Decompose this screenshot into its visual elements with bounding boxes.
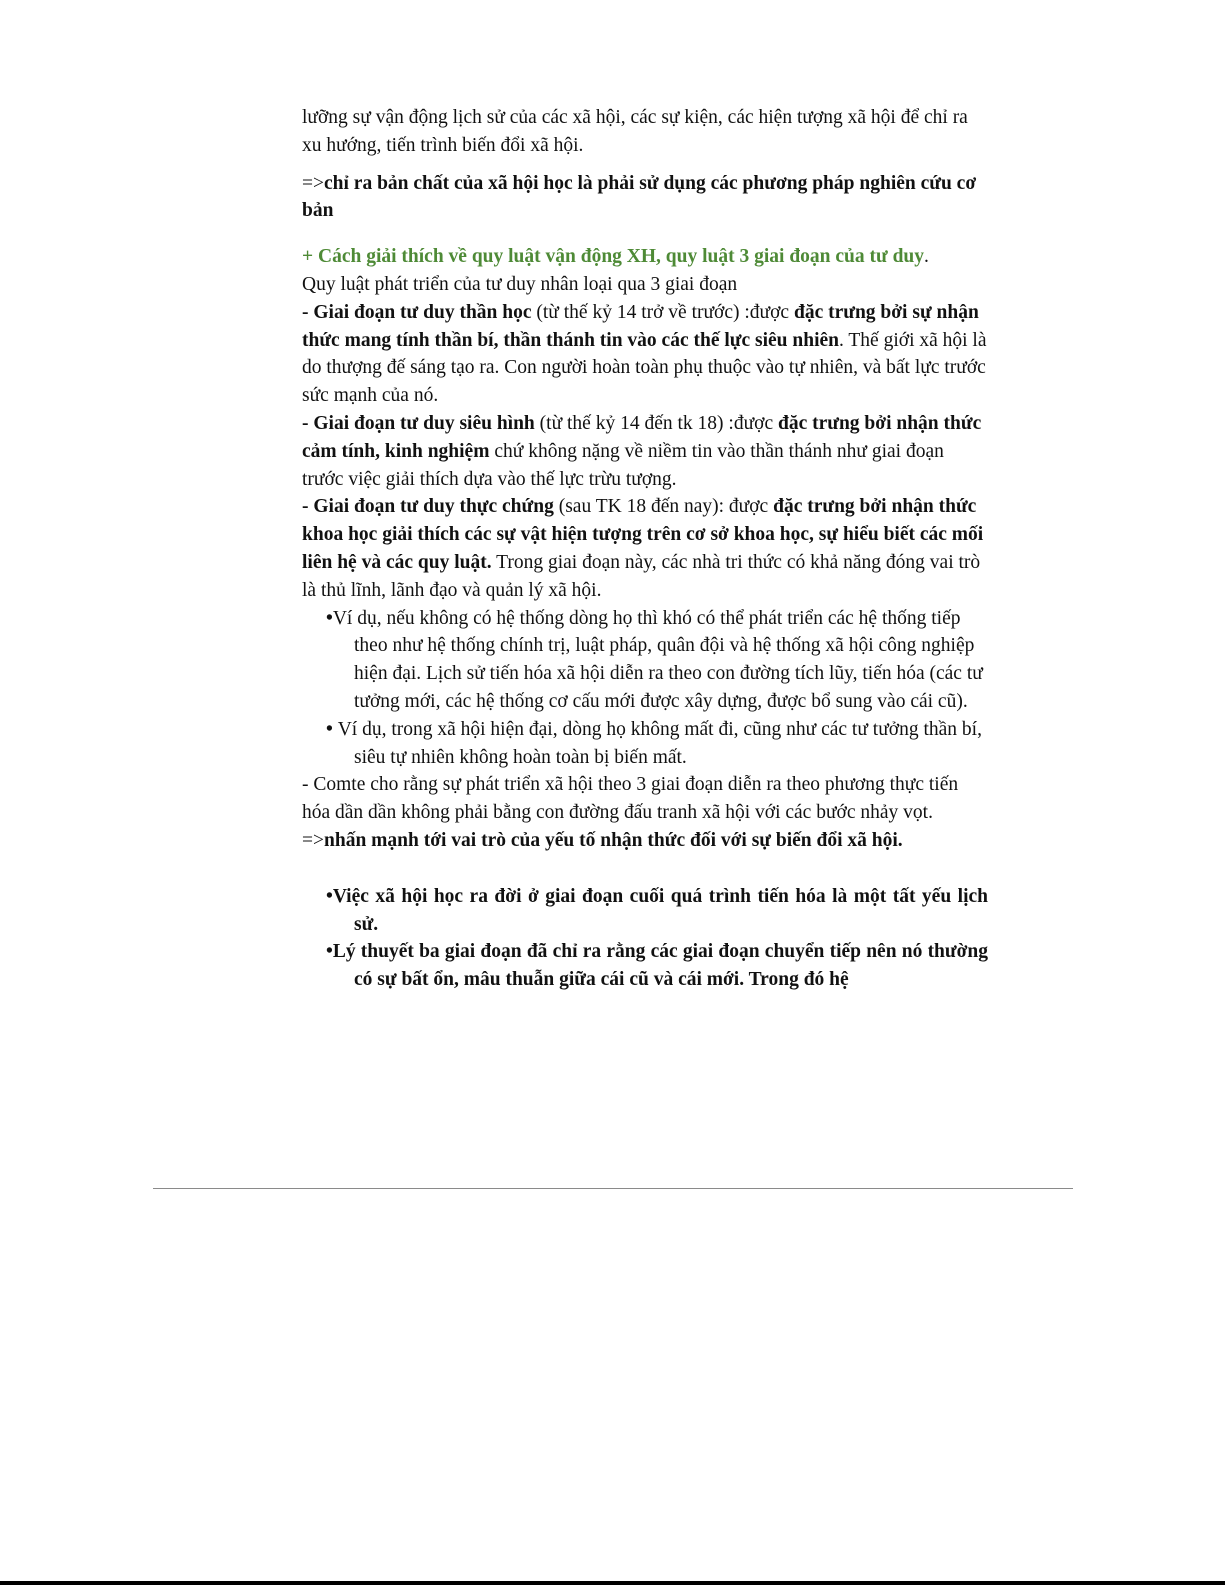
bullet-icon: • (326, 718, 338, 740)
bottom-edge (0, 1581, 1225, 1585)
document-page (302, 104, 988, 994)
stage-metaphysical-period: (từ thế kỷ 14 đến tk 18) :được (534, 412, 778, 434)
conclusion-text: nhấn mạnh tới vai trò của yếu tố nhận thức đối với sự biến đổi xã hội. (324, 829, 903, 851)
key-point-text: Lý thuyết ba giai đoạn đã chỉ ra rằng các giai đoạn chuyển tiếp nên nó thường có sự bất ổn, mâu thuẫn giữa cái cũ và cái mới. Trong đó hệ (332, 941, 988, 991)
key-point-item (302, 938, 988, 994)
intro-paragraph: lưỡng sự vận động lịch sử của các xã hội, các sự kiện, các hiện tượng xã hội để chỉ ra xu hướng, tiến trình biến đổi xã hội. (302, 107, 968, 156)
stage-positive (302, 493, 988, 604)
stage-positive-period: (sau TK 18 đến nay): được (553, 496, 774, 518)
stage-metaphysical-trait: đặc trưng bởi nhận thức cảm tính, kinh nghiệm (302, 412, 982, 462)
conclusion-cognition (302, 827, 988, 855)
stage-theological (302, 299, 988, 410)
stage-theological-period: (từ thế kỷ 14 trở về trước) :được (531, 301, 794, 323)
stage-metaphysical-desc: chứ không nặng về niềm tin vào thần thánh như giai đoạn trước việc giải thích dựa vào thế lực trừu tượng. (302, 440, 944, 490)
example-item (302, 716, 988, 772)
stage-positive-title: - Giai đoạn tư duy thực chứng (302, 496, 554, 518)
section-intro: Quy luật phát triển của tư duy nhân loại qua 3 giai đoạn (302, 273, 738, 295)
key-point-text: Việc xã hội học ra đời ở giai đoạn cuối quá trình tiến hóa là một tất yếu lịch sử. (332, 885, 988, 935)
example-item (302, 605, 988, 716)
section-heading-tail: . (924, 246, 929, 268)
page-divider (153, 1188, 1073, 1189)
stage-theological-trait: đặc trưng bởi sự nhận thức mang tính thần bí, thần thánh tin vào các thế lực siêu nhiên (302, 301, 979, 351)
stage-theological-desc: . Thế giới xã hội là do thượng đế sáng tạo ra. Con người hoàn toàn phụ thuộc vào tự nhiên, và bất lực trước sức mạnh của nó. (302, 329, 987, 407)
stage-positive-trait: đặc trưng bởi nhận thức khoa học giải thích các sự vật hiện tượng trên cơ sở khoa học, sự hiểu biết các mối liên hệ và các quy luật. (302, 496, 984, 573)
key-point-item (302, 883, 988, 939)
stage-metaphysical-title: - Giai đoạn tư duy siêu hình (302, 412, 535, 434)
stage-positive-desc: Trong giai đoạn này, các nhà tri thức có khả năng đóng vai trò là thủ lĩnh, lãnh đạo và quản lý xã hội. (302, 551, 981, 601)
example-text: Ví dụ, trong xã hội hiện đại, dòng họ không mất đi, cũng như các tư tưởng thần bí, siêu tự nhiên không hoàn toàn bị biến mất. (337, 718, 982, 768)
bullet-icon: • (326, 941, 333, 963)
conclusion-prefix: => (302, 172, 324, 194)
stage-metaphysical (302, 410, 988, 493)
stage-theological-title: - Giai đoạn tư duy thần học (302, 301, 532, 323)
comte-paragraph: - Comte cho rằng sự phát triển xã hội theo 3 giai đoạn diễn ra theo phương thực tiến hóa dần dần không phải bằng con đường đấu tranh xã hội với các bước nhảy vọt. (302, 774, 959, 824)
conclusion-essence (302, 170, 988, 226)
section-heading-text: + Cách giải thích về quy luật vận động XH, quy luật 3 giai đoạn của tư duy (302, 246, 925, 268)
section-heading (302, 243, 988, 271)
bullet-icon: • (326, 607, 333, 629)
bullet-icon: • (326, 885, 333, 907)
conclusion-text: chỉ ra bản chất của xã hội học là phải sử dụng các phương pháp nghiên cứu cơ bản (302, 172, 977, 222)
example-text: Ví dụ, nếu không có hệ thống dòng họ thì khó có thể phát triển các hệ thống tiếp theo như hệ thống chính trị, luật pháp, quân đội và hệ thống xã hội công nghiệp hiện đại. Lịch sử tiến hóa xã hội diễn ra theo con đường tích lũy, tiến hóa (các tư tưởng mới, các hệ thống cơ cấu mới được xây dựng, được bổ sung vào cái cũ). (332, 607, 983, 712)
conclusion-prefix: => (302, 829, 324, 851)
spacer (302, 855, 988, 883)
